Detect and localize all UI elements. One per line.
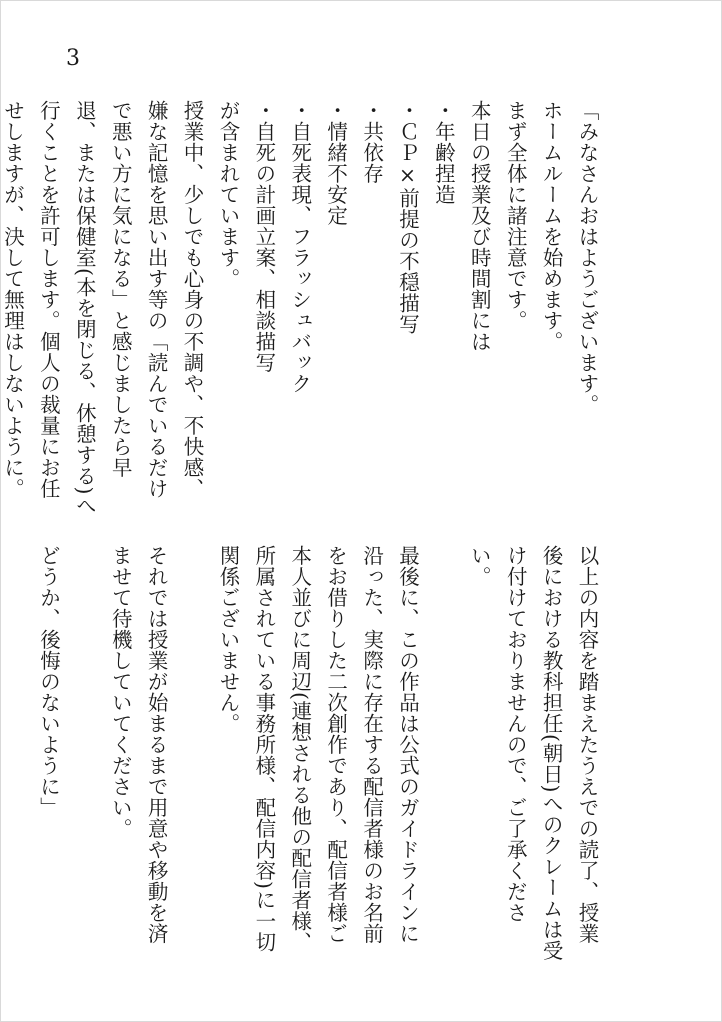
bullet-item: ・ＣＰ×前提の不穏描写 <box>395 100 420 335</box>
upper-text-block <box>0 100 604 516</box>
text-line: 「みなさんおはようございます。 <box>575 100 599 415</box>
paragraph-gap <box>65 545 101 955</box>
text-line: が含まれています。 <box>215 100 240 289</box>
text-line: ませて待機していてください。 <box>108 545 133 839</box>
text-line: 沿った、実際に存在する配信者様のお名前 <box>359 545 384 944</box>
text-line: 嫌な記憶を思い出す等の「読んでいるだけ <box>144 100 169 499</box>
text-line: い。 <box>467 545 492 587</box>
text-line: 退、または保健室(本を閉じる、休憩する)へ <box>72 100 97 516</box>
text-line: 本人並びに周辺(連想される他の配信者様、 <box>287 545 312 953</box>
text-line: まず全体に諸注意です。 <box>503 100 528 331</box>
bullet-item: ・年齢捏造 <box>431 100 456 205</box>
lower-text-block <box>36 545 604 961</box>
paragraph-gap <box>173 545 209 955</box>
bullet-item: ・情緒不安定 <box>323 100 348 226</box>
text-line: 関係ございません。 <box>215 545 240 734</box>
bullet-item: ・自死の計画立案、相談描写 <box>251 100 276 373</box>
text-line: どうか、後悔のないように」 <box>36 545 61 818</box>
text-line: 本日の授業及び時間割には <box>467 100 492 352</box>
text-line: 所属されている事務所様、配信内容)に一切 <box>251 545 276 953</box>
text-line: 最後に、この作品は公式のガイドラインに <box>395 545 420 944</box>
text-line: け付けておりませんので、ご了承くださ <box>503 545 528 923</box>
text-line: ホームルームを始めます。 <box>539 100 564 352</box>
text-line: 後における教科担任(朝日)へのクレームは受 <box>539 545 564 961</box>
bullet-item: ・共依存 <box>359 100 384 184</box>
page-number: 3 <box>66 46 80 71</box>
paragraph-gap <box>424 545 460 955</box>
bullet-item: ・自死表現、フラッシュバック <box>287 100 312 394</box>
text-line: 以上の内容を踏まえたうえでの読了、授業 <box>575 545 599 944</box>
text-line: をお借りした二次創作であり、配信者様ご <box>323 545 348 944</box>
text-line: 授業中、少しでも心身の不調や、不快感、 <box>180 100 205 499</box>
text-line: 行くことを許可します。個人の裁量にお任 <box>36 100 61 499</box>
text-line: それでは授業が始まるまで用意や移動を済 <box>144 545 169 944</box>
text-line: せしますが、決して無理はしないように。 <box>0 100 25 499</box>
text-line: で悪い方に気になる」と感じましたら早 <box>108 100 133 478</box>
